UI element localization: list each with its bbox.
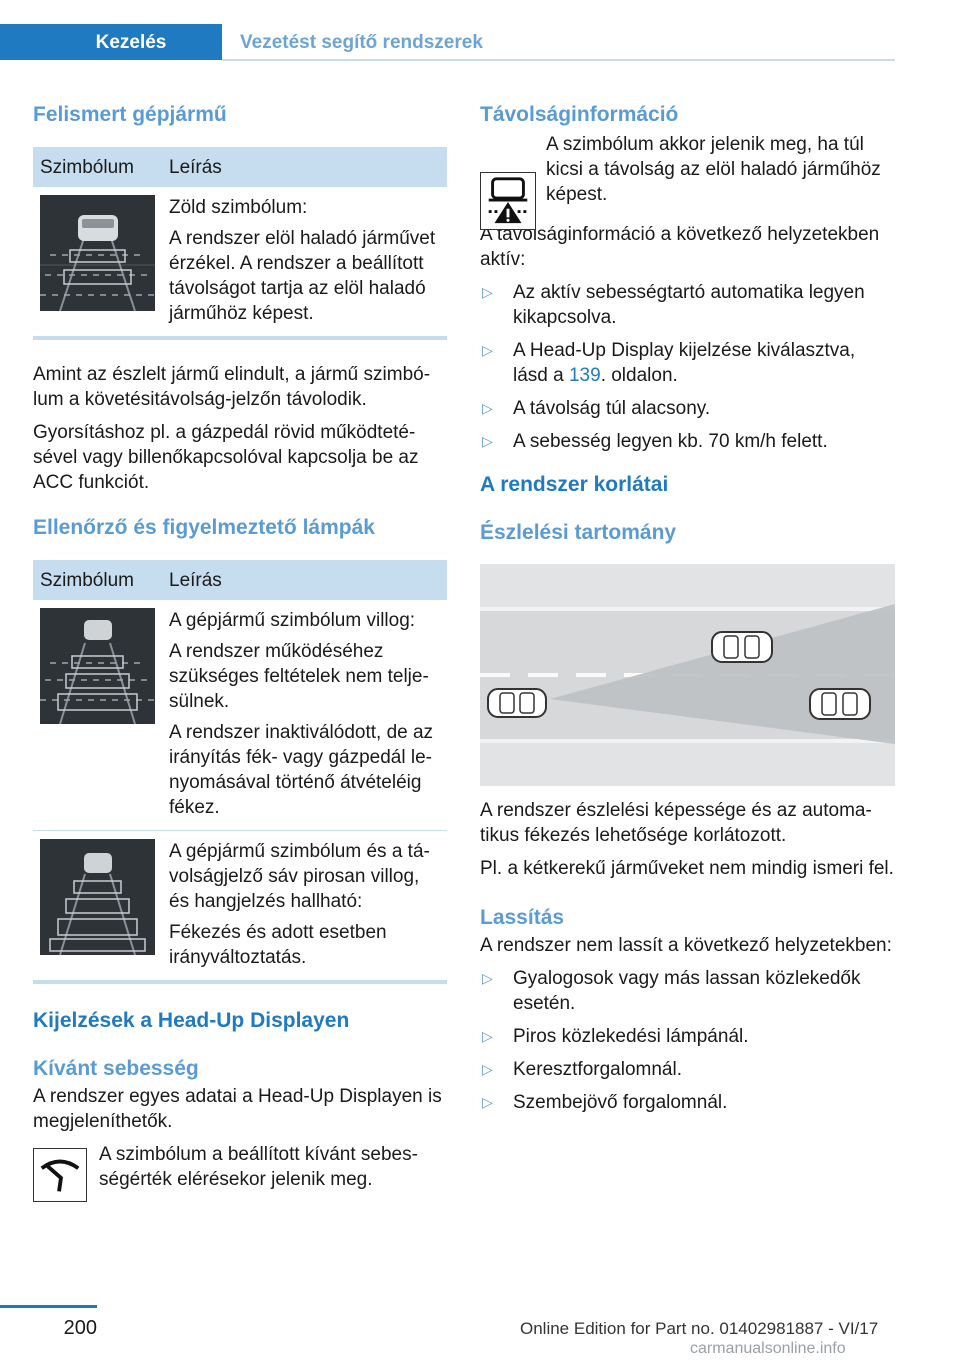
table-desc-line: Zöld szimbólum: [169, 197, 308, 218]
edition-text: Online Edition for Part no. 01402981887 - VI/17 [520, 1319, 879, 1338]
paragraph: Amint az észlelt jármű elindult, a jármű szimbólum a követésitávolság-jelzőn távolodik. [33, 364, 431, 410]
triangle-bullet-icon: ▷ [482, 400, 493, 416]
paragraph: A rendszer nem lassít a következő helyzetekben: [480, 935, 892, 956]
list-item: ▷ Szembejövő forgalomnál. [482, 1092, 728, 1113]
triangle-bullet-icon: ▷ [482, 433, 493, 449]
table-desc-line: Fékezés és adott esetben irányváltoztatás. [169, 922, 387, 968]
list-item: ▷ Keresztforgalomnál. [482, 1059, 682, 1080]
section-title-hud: Kijelzések a Head-Up Displayen [33, 1009, 350, 1032]
list-item: ▷ Az aktív sebességtartó automatika legyen kikapcsolva. [482, 282, 865, 328]
distance-warning-icon-row [480, 132, 895, 212]
tab-vezetest-segito[interactable]: Vezetést segítő rendszerek [240, 31, 483, 53]
car-icon [712, 632, 772, 662]
distance-bar-red-icon [40, 839, 155, 955]
paragraph: A rendszer észlelési képessége és az automatikus fékezés lehetősége korlátozott. [480, 800, 872, 846]
table-header-symbol: Szimbólum [33, 147, 162, 187]
condition-list [480, 280, 895, 454]
section-title-tavolsaginformacio: Távolságinformáció [480, 103, 679, 126]
paragraph: A távolságinformáció a következő helyzetekben aktív: [480, 224, 880, 270]
subsection-title-kivant-sebesseg: Kívánt sebesség [33, 1057, 199, 1080]
table-desc-line: A rendszer inaktiválódott, de az irányítás fék- vagy gázpedál lenyomásával történő átvételéig fékez. [169, 722, 434, 818]
triangle-bullet-icon: ▷ [482, 1061, 493, 1077]
page-link[interactable]: 139 [568, 365, 601, 386]
symbol-table-1 [33, 147, 447, 340]
table-desc-line: A gépjármű szimbólum villog: [169, 610, 416, 631]
table-desc-line: A rendszer elöl haladó járművet érzékel. A rendszer a beállított távolságot tartja az elöl haladó járműhöz képest. [169, 228, 436, 324]
icon-description: A szimbólum akkor jelenik meg, ha túl kicsi a távolság az elöl haladó járműhöz képest. [546, 134, 881, 205]
header-tabbar [0, 24, 895, 62]
list-item: ▷ A távolság túl alacsony. [482, 398, 711, 419]
vehicle-flashing-icon [40, 608, 155, 724]
car-icon [488, 689, 546, 717]
table-desc-line: A rendszer működéséhez szükséges feltételek nem teljesülnek. [169, 641, 429, 712]
car-icon [810, 689, 870, 719]
hud-speed-icon-row [33, 1142, 447, 1202]
triangle-bullet-icon: ▷ [482, 970, 493, 986]
table-header-symbol: Szimbólum [33, 560, 162, 600]
list-item: ▷ Gyalogosok vagy más lassan közlekedők esetén. [482, 968, 861, 1014]
paragraph: Gyorsításhoz pl. a gázpedál rövid működtetésével vagy billenőkapcsolóval kapcsolja be az ACC funkciót. [33, 422, 419, 493]
subsection-title-eszlelesi-tartomany: Észlelési tartomány [480, 521, 677, 544]
right-column [480, 100, 895, 1123]
table-row [33, 600, 447, 831]
no-slowdown-list [480, 966, 895, 1115]
table-desc-line: A gépjármű szimbólum és a távolságjelző sáv pirosan villog, és hangjelzés hallható: [169, 841, 430, 912]
table-header-description: Leírás [162, 147, 447, 187]
triangle-bullet-icon: ▷ [482, 284, 493, 300]
table-row [33, 831, 447, 983]
symbol-table-2 [33, 560, 447, 984]
left-column [33, 100, 447, 1202]
page-number: 200 [63, 1317, 97, 1339]
speed-reached-icon [33, 1148, 87, 1202]
triangle-bullet-icon: ▷ [482, 1028, 493, 1044]
table-header-description: Leírás [162, 560, 447, 600]
footer-rule [0, 1305, 97, 1308]
tab-kezeles[interactable]: Kezelés [0, 24, 222, 60]
tab-underline [222, 59, 895, 61]
watermark: carmanualsonline.info [690, 1340, 846, 1357]
section-title-felismert: Felismert gépjármű [33, 103, 227, 126]
paragraph: A rendszer egyes adatai a Head-Up Displayen is megjeleníthetők. [33, 1086, 442, 1132]
section-title-korlatai: A rendszer korlátai [480, 473, 669, 496]
section-title-lampak: Ellenőrző és figyelmeztető lámpák [33, 516, 375, 539]
detection-range-illustration [480, 564, 895, 786]
list-item: ▷ Piros közlekedési lámpánál. [482, 1026, 749, 1047]
triangle-bullet-icon: ▷ [482, 342, 493, 358]
icon-description: A szimbólum a beállított kívánt sebességérték elérésekor jelenik meg. [99, 1144, 418, 1190]
distance-warning-icon [480, 172, 536, 230]
table-row [33, 187, 447, 338]
paragraph: Pl. a kétkerekű járműveket nem mindig ismeri fel. [480, 858, 894, 879]
triangle-bullet-icon: ▷ [482, 1094, 493, 1110]
list-item: ▷ A sebesség legyen kb. 70 km/h felett. [482, 431, 828, 452]
detected-vehicle-green-icon [40, 195, 155, 311]
list-item: ▷ A Head-Up Display kijelzése kiválasztva, lásd a 139. oldalon. [482, 340, 856, 386]
subsection-title-lassitas: Lassítás [480, 906, 565, 929]
